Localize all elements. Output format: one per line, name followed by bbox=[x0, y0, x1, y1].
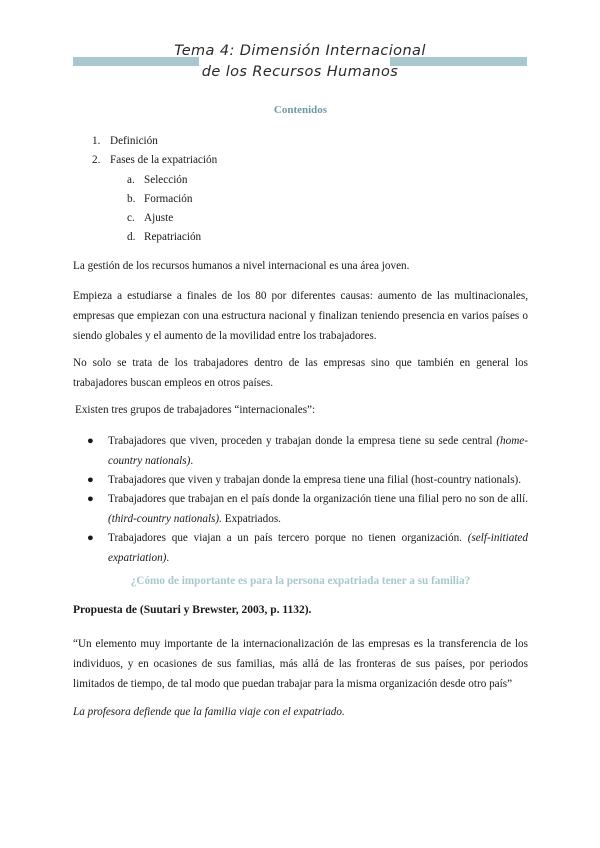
toc-subitem-letter: c. bbox=[127, 212, 135, 224]
bullet-text: Trabajadores que trabajan en el país donde la organización tiene una filial pero no son de allí. (third-country nationals). Expatriados. bbox=[108, 493, 528, 525]
toc-item-number: 2. bbox=[92, 154, 101, 166]
section-question: ¿Cómo de importante es para la persona expatriada tener a su familia? bbox=[130, 575, 471, 587]
page-title-line2: de los Recursos Humanos bbox=[201, 64, 399, 80]
citation-heading: Propuesta de (Suutari y Brewster, 2003, p. 1132). bbox=[73, 604, 312, 616]
closing-remark: La profesora defiende que la familia viaje con el expatriado. bbox=[73, 706, 345, 718]
bullet-dot-icon: ● bbox=[87, 493, 94, 505]
paragraph-groups-intro: Existen tres grupos de trabajadores “internacionales”: bbox=[75, 404, 316, 416]
bullet-dot-icon: ● bbox=[87, 532, 94, 544]
paragraph-origins: Empieza a estudiarse a finales de los 80 por diferentes causas: aumento de las multinacionales, empresas que empiezan con una estructura nacional y finalizan teniendo presencia en varios países o siendo globales y el aumento de la movilidad entre los trabajadores. bbox=[73, 290, 528, 342]
toc-subitem bbox=[127, 172, 188, 188]
toc-subitem-letter: b. bbox=[127, 193, 136, 205]
bullet-item bbox=[87, 528, 528, 568]
toc-item bbox=[92, 152, 217, 168]
toc-subitem-letter: d. bbox=[127, 231, 136, 243]
toc-subitem-label: Repatriación bbox=[144, 231, 202, 243]
paragraph-workers: No solo se trata de los trabajadores dentro de las empresas sino que también en general los trabajadores buscan empleos en otros países. bbox=[73, 357, 528, 389]
toc-subitem-label: Formación bbox=[144, 193, 193, 205]
bullet-item bbox=[87, 489, 528, 529]
toc-subitem bbox=[127, 210, 173, 226]
toc-item-label: Fases de la expatriación bbox=[110, 154, 218, 166]
toc-item-number: 1. bbox=[92, 135, 101, 147]
quote-paragraph: “Un elemento muy importante de la internacionalización de las empresas es la transferencia de los individuos, y en ocasiones de sus familias, más allá de las fronteras de sus países, por periodos limitados de tiempo, de tal modo que puedan trabajar para la misma organización desde otro país” bbox=[73, 638, 528, 690]
bullet-item bbox=[87, 431, 528, 471]
page-header bbox=[0, 0, 600, 90]
bullet-dot-icon: ● bbox=[87, 474, 94, 486]
bullet-dot-icon: ● bbox=[87, 435, 94, 447]
page-title-line1: Tema 4: Dimensión Internacional bbox=[174, 43, 426, 59]
bullet-text: Trabajadores que viven y trabajan donde la empresa tiene una filial (host-country nationals). bbox=[108, 474, 522, 486]
toc-subitem-letter: a. bbox=[127, 174, 135, 186]
bullet-text: Trabajadores que viajan a un país tercero porque no tienen organización. (self-initiated expatriation). bbox=[108, 532, 528, 564]
bullet-text: Trabajadores que viven, proceden y trabajan donde la empresa tiene su sede central (home-country nationals). bbox=[108, 435, 528, 467]
bullet-item bbox=[87, 470, 528, 490]
toc-subitem-label: Selección bbox=[144, 174, 188, 186]
toc-item bbox=[92, 133, 158, 149]
toc-subitem bbox=[127, 191, 192, 207]
contents-heading: Contenidos bbox=[273, 104, 328, 116]
toc-subitem bbox=[127, 229, 201, 245]
paragraph-intro: La gestión de los recursos humanos a nivel internacional es una área joven. bbox=[73, 260, 410, 272]
toc-subitem-label: Ajuste bbox=[144, 212, 174, 224]
toc-item-label: Definición bbox=[110, 135, 158, 147]
